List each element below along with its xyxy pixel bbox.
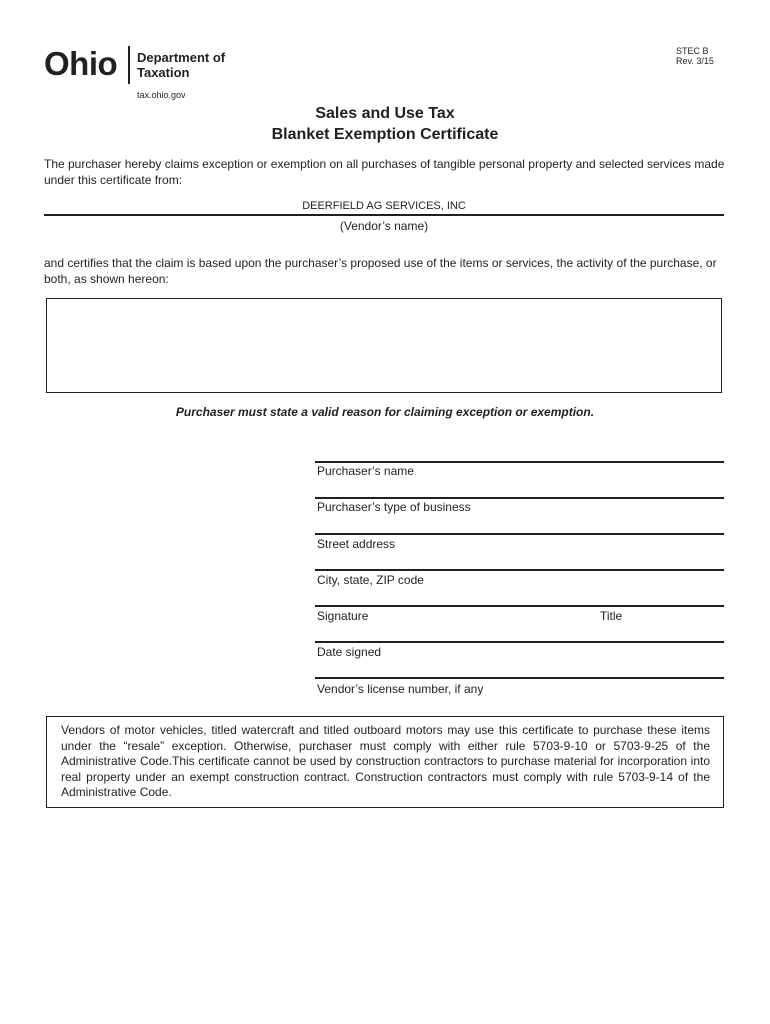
ohio-logo: Ohio bbox=[44, 45, 118, 82]
city-state-zip-field[interactable]: City, state, ZIP code bbox=[317, 573, 424, 587]
business-type-rule bbox=[315, 497, 724, 499]
form-revision: Rev. 3/15 bbox=[676, 56, 714, 66]
vendor-license-field[interactable]: Vendor’s license number, if any bbox=[317, 682, 484, 696]
form-title-line1: Sales and Use Tax bbox=[315, 105, 455, 122]
form-code: STEC B bbox=[676, 46, 709, 56]
agency-url: tax.ohio.gov bbox=[137, 90, 186, 100]
business-type-field[interactable]: Purchaser’s type of business bbox=[317, 500, 471, 514]
form-title-line2: Blanket Exemption Certificate bbox=[271, 126, 499, 143]
date-signed-field[interactable]: Date signed bbox=[317, 645, 382, 659]
department-name-line1: Department of bbox=[137, 50, 226, 65]
date-signed-rule bbox=[315, 641, 724, 643]
reason-instruction: Purchaser must state a valid reason for claiming exception or exemption. bbox=[175, 405, 595, 419]
exemption-reason-box[interactable] bbox=[46, 298, 722, 393]
vendor-name-rule bbox=[44, 214, 724, 216]
street-address-field[interactable]: Street address bbox=[317, 537, 396, 551]
notice-text: Vendors of motor vehicles, titled watercraft and titled outboard motors may use this certificate to purchase these items under the “resale” exception. Otherwise, purchaser must comply with either rule 5703-9-10 or 5703-9-25 of the Administrative Code.This certificate cannot be used by construction contractors to purchase material for incorporation into real property under an exempt construction contract. Construction contractors must comply with rule 5703-9-14 of the Administrative Code. bbox=[61, 723, 710, 799]
title-field[interactable]: Title bbox=[600, 609, 623, 623]
city-state-zip-rule bbox=[315, 569, 724, 571]
intro-paragraph: The purchaser hereby claims exception or exemption on all purchases of tangible personal property and selected services made under this certificate from: bbox=[44, 157, 725, 187]
certify-paragraph: and certifies that the claim is based upon the purchaser’s proposed use of the items or services, the activity of the purchase, or both, as shown hereon: bbox=[44, 256, 717, 286]
vendor-license-rule bbox=[315, 677, 724, 679]
purchaser-name-field[interactable]: Purchaser’s name bbox=[317, 464, 414, 478]
vendor-name-caption: (Vendor’s name) bbox=[339, 219, 429, 233]
signature-field[interactable]: Signature bbox=[317, 609, 369, 623]
logo-divider bbox=[128, 46, 130, 84]
street-address-rule bbox=[315, 533, 724, 535]
vendor-name-field[interactable]: DEERFIELD AG SERVICES, INC bbox=[302, 200, 466, 212]
signature-rule bbox=[315, 605, 724, 607]
notice-box bbox=[46, 716, 724, 808]
purchaser-name-rule bbox=[315, 461, 724, 463]
department-name-line2: Taxation bbox=[137, 65, 190, 80]
